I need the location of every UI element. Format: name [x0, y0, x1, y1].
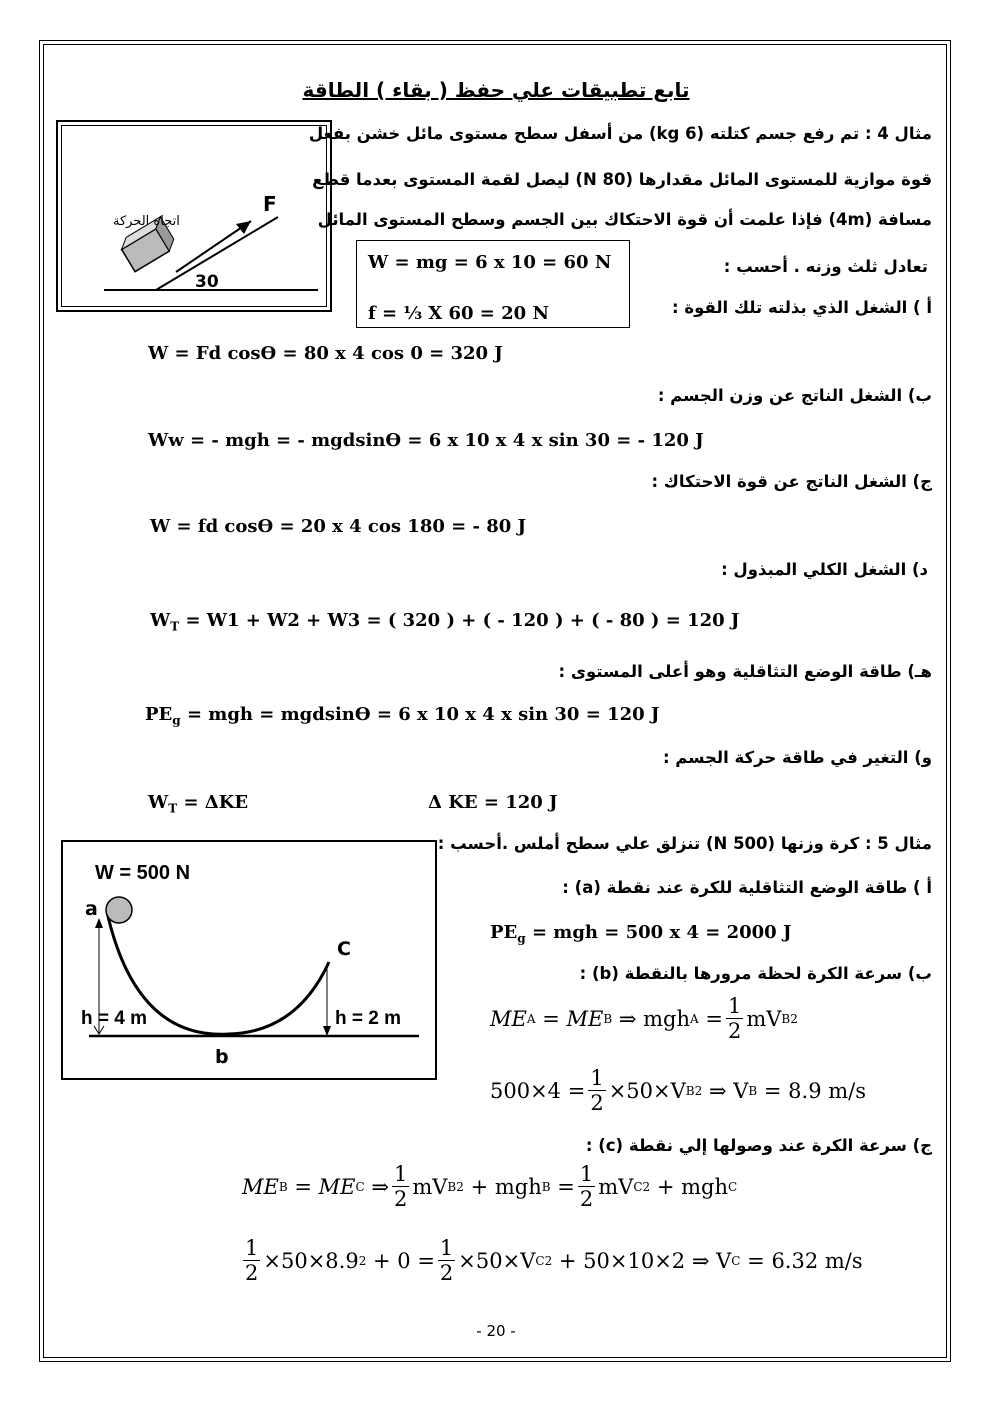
math-b1: ME A = ME B ⇒ mgh A = $\frac{1}{2}$ mV B 2 [490, 994, 798, 1044]
ex4-eqf2: Δ KE = 120 J [428, 792, 558, 813]
ex4-eqc: W = fd cosϴ = 20 x 4 cos 180 = - 80 J [150, 516, 527, 537]
ex4-eqe: $PE_g$ = mgh = mgdsinϴ = 6 x 10 x 4 x sin 30 = 120 J [145, 704, 660, 728]
point-a-label: a [85, 898, 98, 920]
ex4-eqb: Ww = - mgh = - mgdsinϴ = 6 x 10 x 4 x sin 30 = - 120 J [148, 430, 704, 451]
incline-diagram [56, 120, 332, 312]
math-c1: ME B = ME C ⇒ $\frac{1}{2}$ mV B 2 + mgh B = $\frac{1}{2}$ mV C 2 + mgh C [242, 1162, 738, 1212]
page-title: تابع تطبيقات علي حفظ ( بقاء ) الطاقة [302, 78, 690, 102]
ex4-qc: ج) الشغل الناتج عن قوة الاحتكاك : [651, 472, 932, 491]
ex5-qa: أ ) طاقة الوضع التثاقلية للكرة عند نقطة (a) : [562, 878, 932, 897]
math-c2: $\frac{1}{2}$ ×50×8.9 2 + 0 = $\frac{1}{2}$ ×50×V C 2 + 50×10×2 ⇒ V C = 6.32 m/s [245, 1236, 863, 1286]
ex4-line3: مسافة (4m) فإذا علمت أن قوة الاحتكاك بين الجسم وسطح المستوى المائل [317, 210, 932, 229]
incline-svg [56, 120, 332, 312]
point-c-label: C [337, 938, 351, 960]
ex5-qc: ج) سرعة الكرة عند وصولها إلي نقطة (c) : [585, 1136, 932, 1155]
ex4-eqa: W = Fd cosϴ = 80 x 4 cos 0 = 320 J [148, 343, 503, 364]
ex5-qb: ب) سرعة الكرة لحظة مرورها بالنقطة (b) : [579, 964, 932, 983]
math-b2: 500×4 = $\frac{1}{2}$ ×50×V B 2 ⇒ V B = 8.9 m/s [490, 1066, 866, 1116]
h-left-label: h = 4 m [81, 1008, 147, 1029]
force-label: F [263, 192, 277, 216]
direction-label: اتجاه الحركة [113, 214, 180, 229]
ex4-qa: أ ) الشغل الذي بذلته تلك القوة : [672, 298, 932, 317]
ball-icon [106, 897, 132, 923]
h-right-label: h = 2 m [335, 1008, 401, 1029]
ex4-eqf1: $W_T = \Delta KE$ [148, 792, 249, 816]
page-number: - 20 - [476, 1322, 516, 1340]
ex4-qd: د) الشغل الكلي المبذول : [721, 560, 928, 579]
ex4-line1: مثال 4 : تم رفع جسم كتلته (6 kg) من أسفل سطح مستوى مائل خشن بفعل [308, 124, 932, 143]
point-b-label: b [215, 1046, 229, 1068]
ex4-qe: هـ) طاقة الوضع التثاقلية وهو أعلى المستوى : [558, 662, 932, 681]
given-eq1: W = mg = 6 x 10 = 60 N [368, 252, 612, 273]
ex4-line2: قوة موازية للمستوى المائل مقدارها (80 N) ليصل لقمة المستوى بعدما قطع [312, 170, 932, 189]
ex5-line1: مثال 5 : كرة وزنها (500 N) تنزلق علي سطح أملس .أحسب : [437, 834, 932, 853]
ex5-eqa: $PE_g$ = mgh = 500 x 4 = 2000 J [490, 922, 792, 946]
angle-label: 30 [195, 272, 219, 292]
track-diagram [61, 840, 437, 1080]
given-eq2: f = ⅓ X 60 = 20 N [368, 303, 549, 324]
ex4-eqd: $W_T = W1 + W2 + W3$ = ( 320 ) + ( - 120 ) + ( - 80 ) = 120 J [150, 610, 740, 634]
ex4-qb: ب) الشغل الناتج عن وزن الجسم : [657, 386, 932, 405]
ex4-line4: تعادل ثلث وزنه . أحسب : [723, 257, 928, 276]
weight-label: W = 500 N [95, 862, 191, 884]
ex4-qf: و) التغير في طاقة حركة الجسم : [662, 748, 932, 767]
